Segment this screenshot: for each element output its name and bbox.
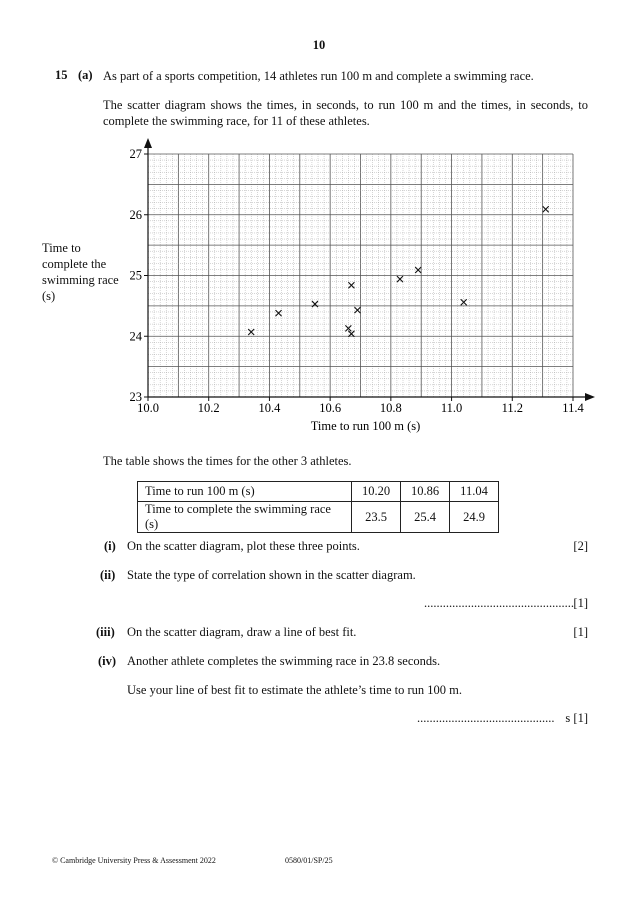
athlete-times-table [137,481,499,533]
table-row-header: Time to complete the swimming race (s) [138,502,352,533]
table-cell: 10.20 [352,482,401,502]
table-cell: 24.9 [450,502,499,533]
subpart-i-label: (i) [104,539,116,553]
y-tick-label: 23 [129,390,142,404]
y-tick-label: 26 [129,207,142,222]
question-intro: As part of a sports competition, 14 athletes run 100 m and complete a swimming race. [103,69,534,83]
chart-grid [148,154,573,397]
answer-line[interactable]: ................................................ [424,596,574,610]
subpart-iv-text: Another athlete completes the swimming race in 23.8 seconds. [127,654,441,668]
table-cell: 10.86 [401,482,450,502]
y-axis-label-line: swimming race [42,273,119,287]
data-point [543,206,549,212]
table-cell: 11.04 [450,482,499,502]
x-tick-label: 10.6 [319,401,342,415]
y-tick-label: 25 [129,268,142,283]
scatter-diagram [0,0,638,450]
diagram-description: The scatter diagram shows the times, in seconds, to run 100 m and the times, in seconds, to complete the swimming race, for 11 of these athletes. [103,98,588,128]
y-axis-label-line: complete the [42,257,107,271]
x-tick-label: 11.2 [501,401,523,415]
subpart-ii-marks: [1] [573,596,588,610]
y-axis-arrow [144,138,152,148]
table-cell: 23.5 [352,502,401,533]
y-tick-label: 27 [129,147,142,161]
chart-axes [144,138,595,401]
table-row [138,502,499,533]
question-part: (a) [78,68,93,82]
subpart-iii-label: (iii) [96,625,115,639]
x-tick-label: 10.2 [197,401,220,415]
subpart-ii-label: (ii) [100,568,116,582]
table-intro: The table shows the times for the other 3 athletes. [103,454,352,468]
footer-code: 0580/01/SP/25 [285,856,333,865]
x-tick-label: 10.8 [379,401,402,415]
data-point [397,276,403,282]
subpart-iv-label: (iv) [98,654,117,668]
y-axis-label-line: Time to [42,241,81,255]
page-number: 10 [312,38,326,52]
x-axis-label: Time to run 100 m (s) [310,419,421,433]
subpart-iii-marks: [1] [573,625,588,639]
data-point [348,282,354,288]
y-axis-label-line: (s) [42,289,56,303]
x-tick-label: 10.4 [258,401,281,415]
x-tick-label: 10.0 [137,401,159,415]
x-tick-label: 11.0 [440,401,463,415]
subpart-iii-text: On the scatter diagram, draw a line of best fit. [127,625,357,639]
question-number: 15 [55,68,68,82]
x-tick-label: 11.4 [562,401,584,415]
table-row [138,482,499,502]
data-point [354,307,360,313]
table-cell: 25.4 [401,502,450,533]
y-tick-label: 24 [129,329,142,344]
subpart-i-text: On the scatter diagram, plot these three points. [127,539,360,553]
footer-copyright: © Cambridge University Press & Assessment 2022 [52,856,216,865]
chart-ticks [130,147,585,415]
subpart-iv-text2: Use your line of best fit to estimate the athlete’s time to run 100 m. [127,683,462,697]
subpart-iv-marks: s [1] [565,711,588,725]
table-row-header: Time to run 100 m (s) [138,482,352,502]
subpart-i-marks: [2] [573,539,588,553]
chart-points [248,206,548,337]
data-point [415,267,421,273]
data-point [276,310,282,316]
subpart-ii-text: State the type of correlation shown in the scatter diagram. [127,568,416,582]
answer-line[interactable]: ............................................ [417,711,555,725]
x-axis-arrow [585,393,595,401]
